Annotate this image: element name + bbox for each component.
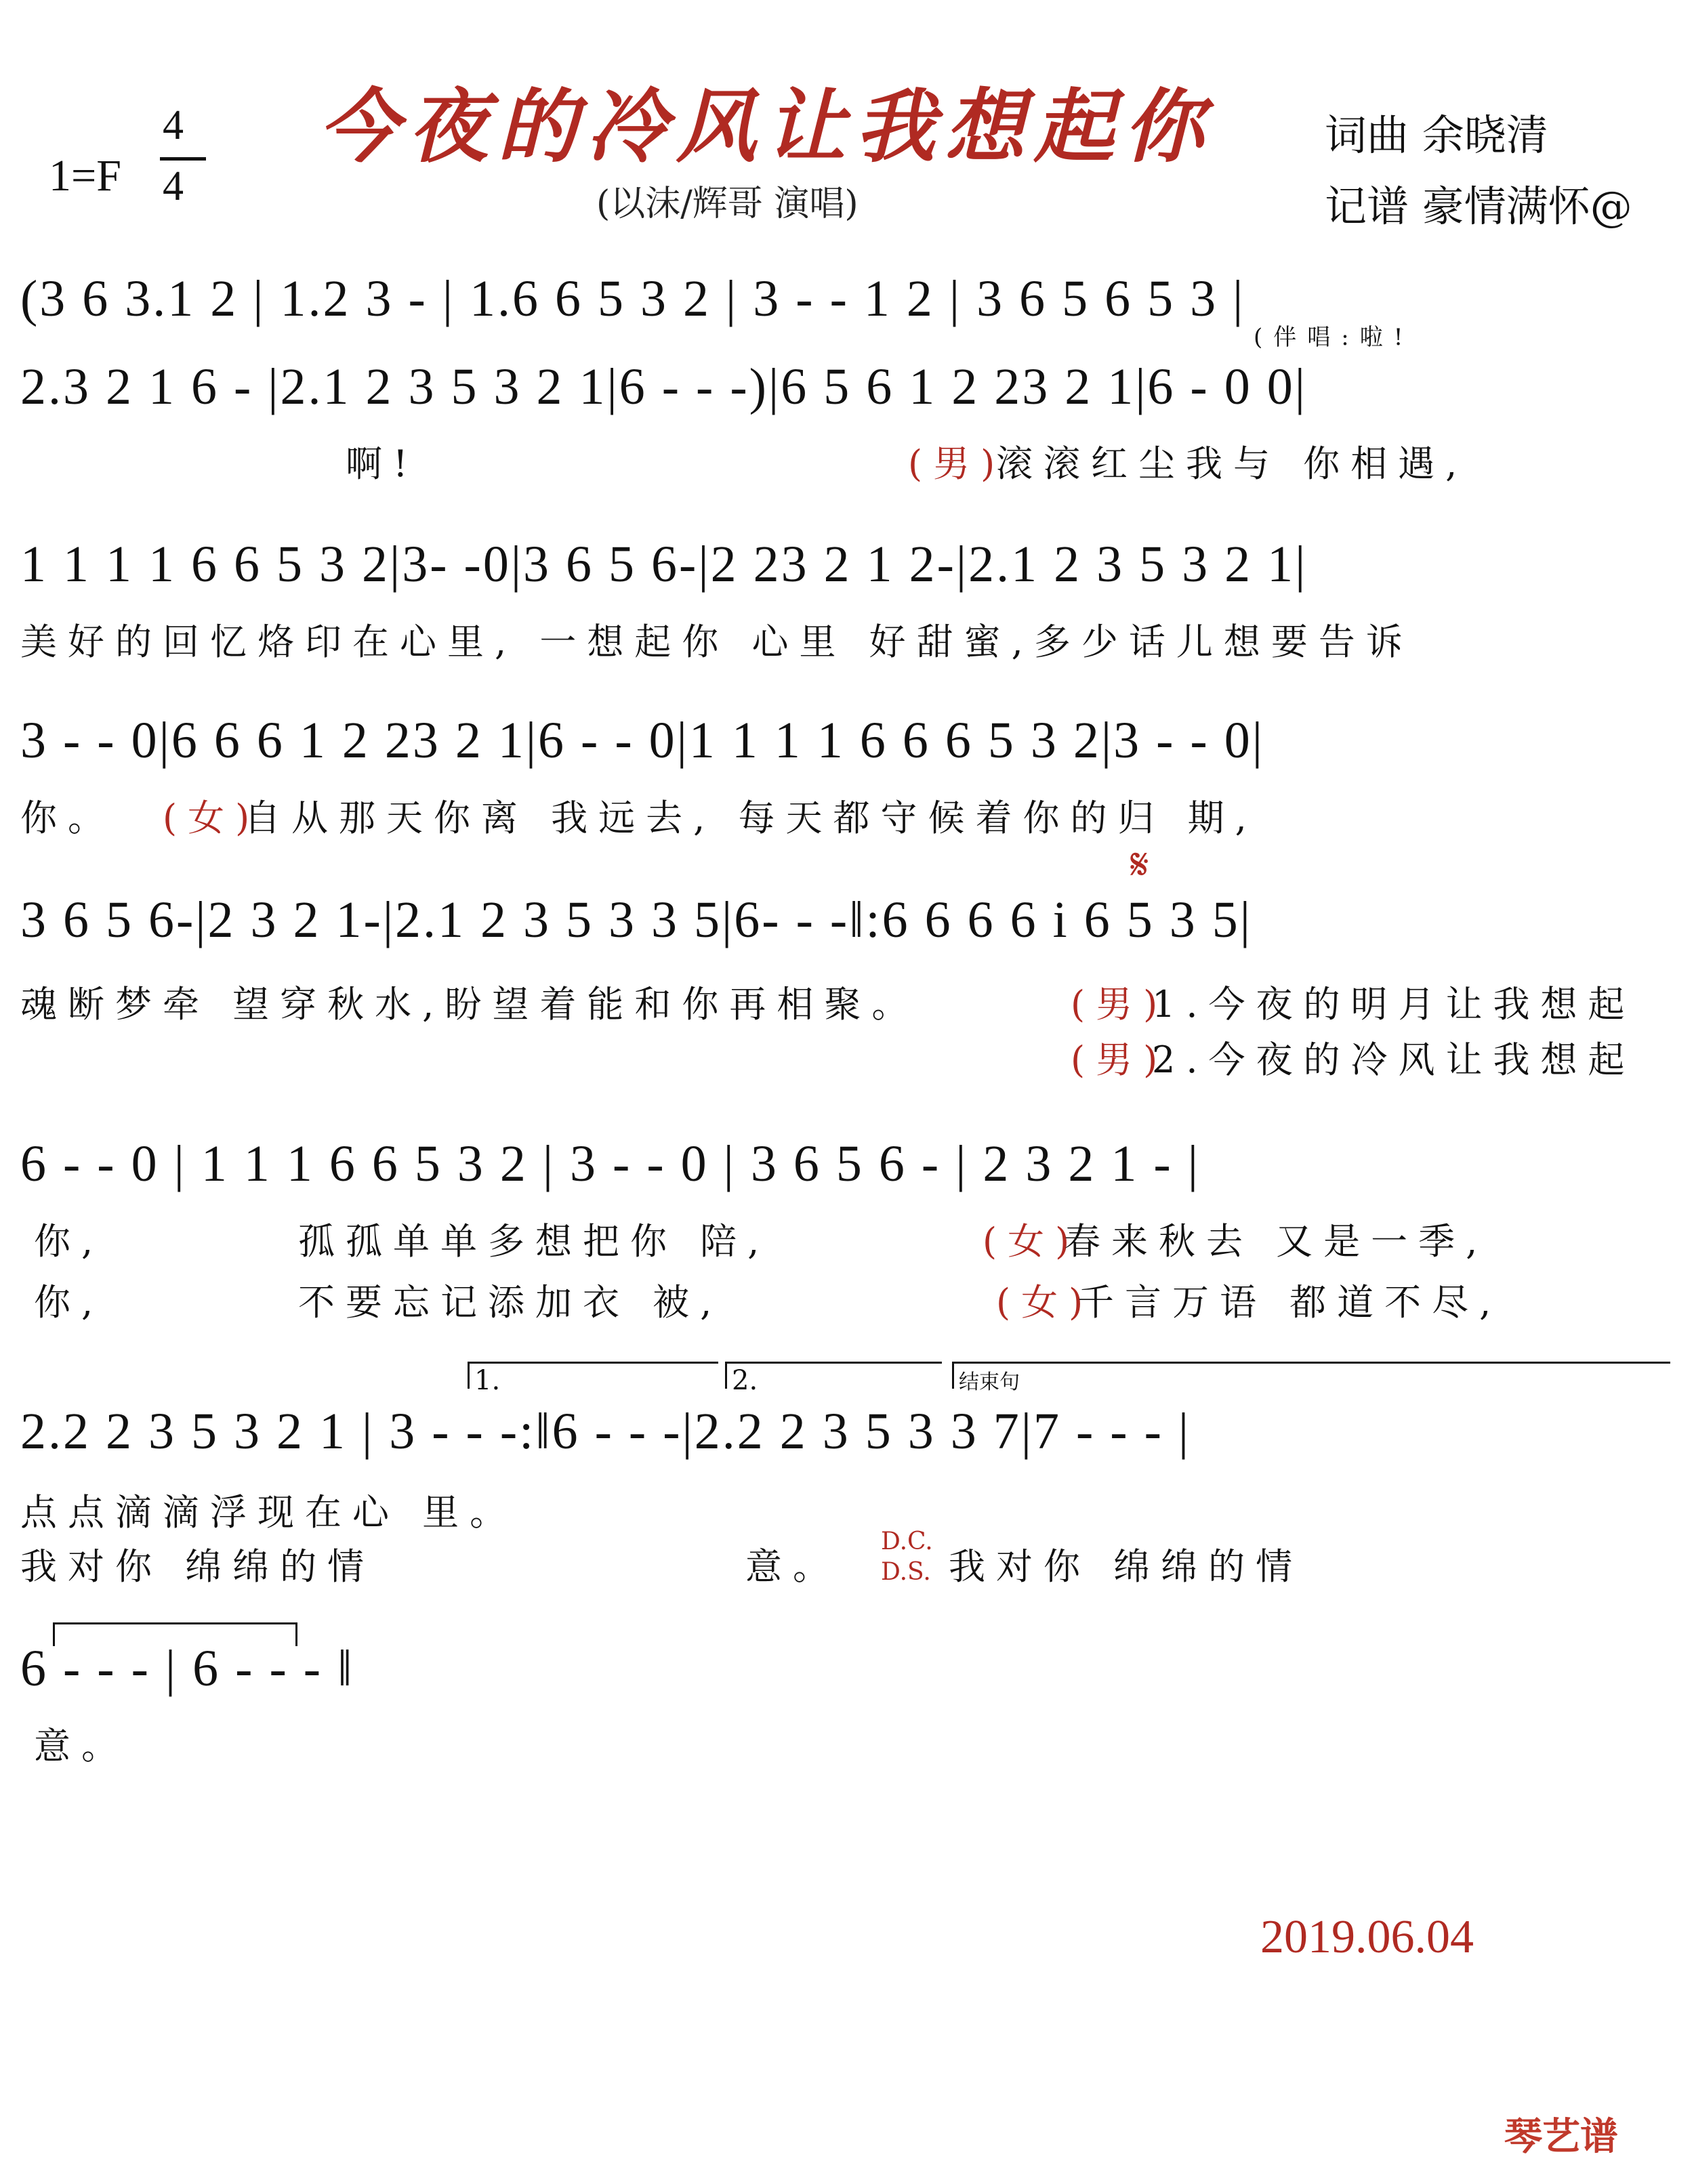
- score-line-2: [20, 358, 1674, 419]
- lyric-line-6-v2-c: 千言万语 都道不尽,: [1077, 1281, 1502, 1324]
- time-signature-top: 4: [163, 102, 184, 148]
- notes-line-5: 3 6 5 6-|2 3 2 1-|2.1 2 3 5 3 3 5|6- - -‖:6 6 6 6 i 6 5 3 5|: [20, 891, 1252, 948]
- lyric-line-6-v2-a: 你,: [34, 1281, 104, 1324]
- score-line-4: [20, 711, 1674, 772]
- coda-edge: [952, 1362, 954, 1389]
- lyric-line-6-v1-b: 孤孤单单多想把你 陪,: [298, 1220, 770, 1263]
- lyric-line-3: 美好的回忆烙印在心里, 一想起你 心里 好甜蜜,多少话儿想要告诉: [20, 621, 1413, 663]
- volta-1-label: 1.: [474, 1365, 501, 1396]
- song-title: 今夜的冷风让我想起你: [318, 79, 1214, 173]
- lyric-line-6-v2-b: 不要忘记添加衣 被,: [298, 1281, 723, 1324]
- time-signature-bar: [160, 157, 206, 161]
- notes-line-6: 6 - - 0 | 1 1 1 6 6 5 3 2 | 3 - - 0 | 3 6 5 6 - | 2 3 2 1 - |: [20, 1135, 1200, 1192]
- lyric-line-4-b: 自从那天你离 我远去, 每天都守候着你的归 期,: [244, 797, 1258, 839]
- volta-1-edge: [468, 1362, 470, 1389]
- volta-1-bracket: [468, 1362, 718, 1364]
- key-signature: 1=F: [49, 151, 121, 201]
- lyric-line-7-v2-c: 我对你 绵绵的情: [949, 1545, 1304, 1588]
- ending-bracket: [53, 1622, 297, 1624]
- segno-icon: 𝄋: [1130, 840, 1149, 890]
- role-female: (女): [163, 797, 261, 839]
- role-male-verse-2: (男): [1071, 1038, 1169, 1081]
- score-line-8: [20, 1639, 1674, 1700]
- lyric-line-6-v1-c: 春来秋去 又是一季,: [1064, 1220, 1489, 1263]
- lyric-line-7-v2-b: 意。: [745, 1545, 840, 1588]
- lyric-line-7-v2-a: 我对你 绵绵的情: [20, 1545, 375, 1588]
- coda-bracket: [952, 1362, 1670, 1364]
- ds-marker: D.S.: [881, 1558, 931, 1586]
- lyric-line-2-b: 滚滚红尘我与 你相遇,: [996, 442, 1468, 485]
- lyric-line-7-v1: 点点滴滴浮现在心 里。: [20, 1491, 518, 1534]
- lyric-line-6-v1-a: 你,: [34, 1220, 104, 1263]
- backing-vocal-aside: (伴唱:啦!: [1254, 324, 1414, 351]
- time-signature-bottom: 4: [163, 163, 184, 209]
- role-female-verse-2: (女): [996, 1281, 1094, 1324]
- coda-label: 结束句: [959, 1370, 1020, 1394]
- score-line-1: [20, 270, 1674, 331]
- notes-line-2: 2.3 2 1 6 - |2.1 2 3 5 3 2 1|6 - - -)|6 5 6 1 2 23 2 1|6 - 0 0|: [20, 358, 1307, 415]
- notes-line-1: (3 6 3.1 2 | 1.2 3 - | 1.6 6 5 3 2 | 3 - - 1 2 | 3 6 5 6 5 3 |: [20, 270, 1245, 327]
- score-line-3: [20, 535, 1674, 596]
- score-line-6: [20, 1135, 1674, 1196]
- verse-1-lead: 1.今夜的明月让我想起: [1152, 983, 1636, 1026]
- notes-line-8: 6 - - - | 6 - - - ‖: [20, 1640, 354, 1697]
- notes-line-7: 2.2 2 3 5 3 2 1 | 3 - - -:‖6 - - -|2.2 2 3 5 3 3 7|7 - - - |: [20, 1403, 1191, 1460]
- volta-2-label: 2.: [732, 1365, 758, 1396]
- transcriber-credit: 记谱 豪情满怀@: [1325, 182, 1632, 231]
- lyric-line-8: 意。: [34, 1725, 129, 1767]
- volta-2-bracket: [725, 1362, 942, 1364]
- lyric-line-5: 魂断梦牵 望穿秋水,盼望着能和你再相聚。: [20, 983, 920, 1026]
- role-male: (男): [908, 442, 1006, 485]
- score-line-7: [20, 1402, 1674, 1463]
- verse-2-lead: 2.今夜的冷风让我想起: [1152, 1038, 1636, 1081]
- notes-line-3: 1 1 1 1 6 6 5 3 2|3- -0|3 6 5 6-|2 23 2 1 2-|2.1 2 3 5 3 2 1|: [20, 536, 1308, 593]
- lyric-line-2-a: 啊!: [346, 442, 419, 485]
- dc-marker: D.C.: [881, 1528, 933, 1555]
- notes-line-4: 3 - - 0|6 6 6 1 2 23 2 1|6 - - 0|1 1 1 1 6 6 6 5 3 2|3 - - 0|: [20, 712, 1264, 769]
- performer-subtitle: (以沫/辉哥 演唱): [596, 184, 859, 224]
- transcription-date: 2019.06.04: [1260, 1911, 1474, 1963]
- role-female-verse-1: (女): [983, 1220, 1081, 1263]
- score-line-5: [20, 891, 1674, 952]
- role-male-verse-1: (男): [1071, 983, 1169, 1026]
- lyric-line-4-a: 你。: [20, 797, 115, 839]
- site-logo: 琴艺谱: [1504, 2115, 1618, 2159]
- composer-credit: 词曲 余晓清: [1325, 110, 1548, 160]
- volta-2-edge: [725, 1362, 727, 1389]
